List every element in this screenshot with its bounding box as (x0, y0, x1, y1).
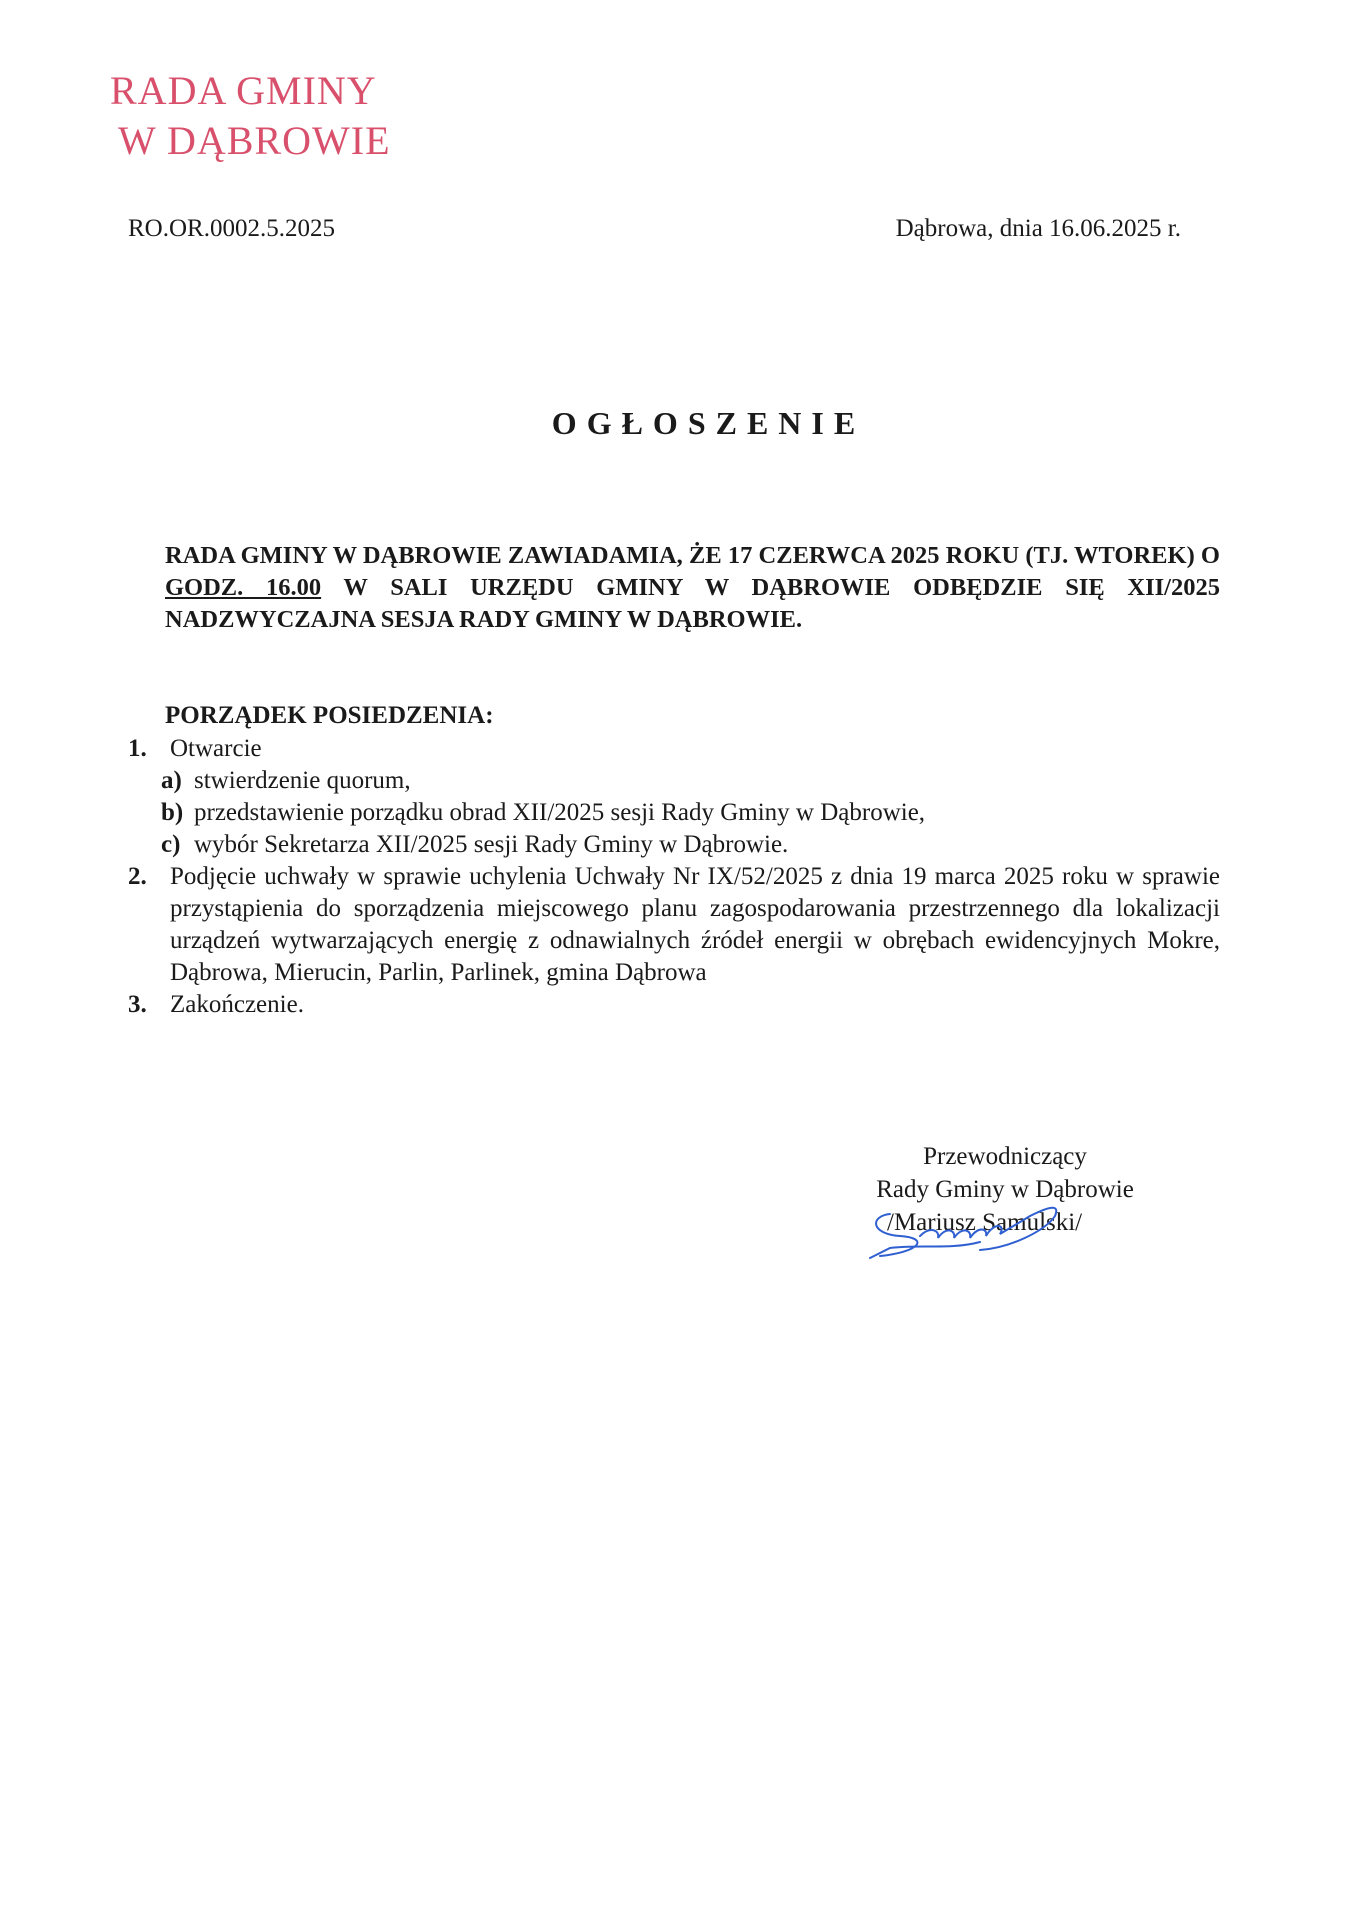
signatory-name: /Mariusz Samulski/ (887, 1209, 1083, 1236)
document-title: OGŁOSZENIE (551, 405, 866, 441)
announcement-time: GODZ. 16.00 (165, 574, 322, 601)
handwritten-signature (860, 1186, 1100, 1266)
signatory-role-2: Rady Gminy w Dąbrowie (876, 1176, 1134, 1203)
agenda-item (128, 733, 1220, 765)
signatory-role-1: Przewodniczący (923, 1143, 1087, 1170)
agenda-heading: PORZĄDEK POSIEDZENIA: (165, 702, 494, 729)
announcement-paragraph (165, 540, 1220, 636)
letterhead-line-1: RADA GMINY (110, 68, 377, 113)
agenda-item-text: Podjęcie uchwały w sprawie uchylenia Uchwały Nr IX/52/2025 z dnia 19 marca 2025 roku w sprawie przystąpienia do sporządzenia miejscowego planu zagospodarowania przestrzennego dla lokalizacji urządzeń wytwarzających energię z odnawialnych źródeł energii w obrębach ewidencyjnych Mokre, Dąbrowa, Mierucin, Parlin, Parlinek, gmina Dąbrowa (170, 863, 1220, 986)
agenda-subitem-text: przedstawienie porządku obrad XII/2025 sesji Rady Gminy w Dąbrowie, (194, 799, 926, 826)
agenda-subitem-letter: c) (161, 831, 181, 858)
agenda-item-number: 1. (128, 735, 147, 762)
agenda-subitem-text: stwierdzenie quorum, (194, 767, 411, 794)
agenda-item-text: Otwarcie (170, 735, 262, 762)
agenda-item-number: 3. (128, 991, 147, 1018)
announcement-text-1: RADA GMINY W DĄBROWIE ZAWIADAMIA, ŻE 17 CZERWCA 2025 ROKU (TJ. WTOREK) O (165, 542, 1220, 569)
date-line: Dąbrowa, dnia 16.06.2025 r. (895, 215, 1181, 242)
agenda-subitem (128, 765, 1220, 797)
agenda-item-number: 2. (128, 863, 147, 890)
agenda-subitem (128, 829, 1220, 861)
letterhead-logo (110, 66, 391, 166)
agenda-list (128, 733, 1220, 1021)
agenda-subitem-text: wybór Sekretarza XII/2025 sesji Rady Gminy w Dąbrowie. (194, 831, 789, 858)
agenda-subitem-letter: b) (161, 799, 184, 826)
reference-number: RO.OR.0002.5.2025 (128, 215, 335, 242)
agenda-item (128, 861, 1220, 989)
letterhead-line-2: W DĄBROWIE (118, 118, 391, 163)
agenda-item (128, 989, 1220, 1021)
agenda-subitem-letter: a) (161, 767, 182, 794)
agenda-item-text: Zakończenie. (170, 991, 304, 1018)
agenda-subitem (128, 797, 1220, 829)
announcement-text-2: W SALI URZĘDU GMINY W DĄBROWIE ODBĘDZIE SIĘ XII/2025 NADZWYCZAJNA SESJA RADY GMINY W DĄBROWIE. (165, 574, 1220, 633)
